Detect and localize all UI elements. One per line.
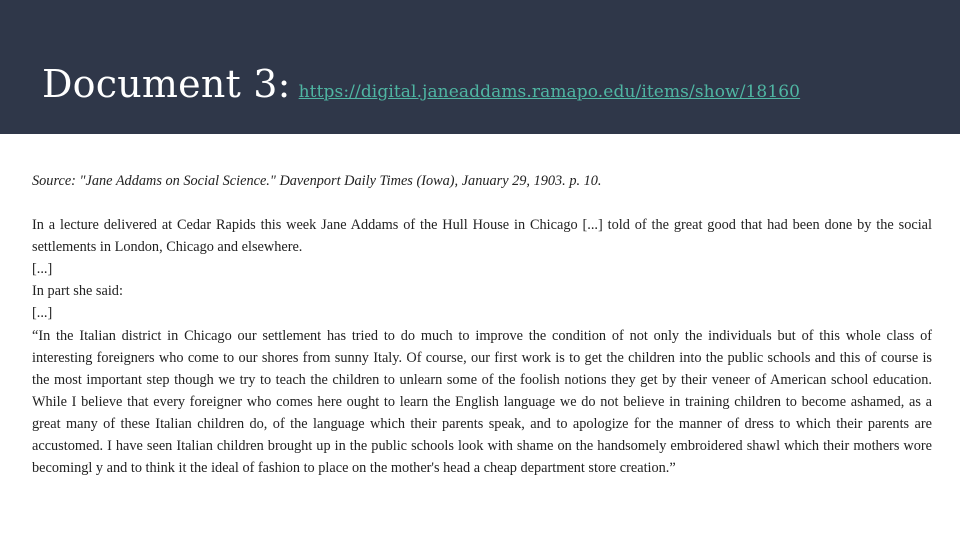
- title-text: Document 3:: [42, 62, 291, 106]
- ellipsis-line: [...]: [32, 261, 53, 278]
- ellipsis-line: [...]: [32, 305, 53, 322]
- header-bar: [0, 0, 960, 134]
- intro-line: In part she said:: [32, 283, 123, 300]
- source-link[interactable]: https://digital.janeaddams.ramapo.edu/items/show/18160: [298, 82, 801, 102]
- document-body: [32, 170, 932, 479]
- paragraph-spacer: [32, 192, 932, 214]
- quote-paragraph: “In the Italian district in Chicago our settlement has tried to do much to improve the condition of not only the individuals but of this whole class of interesting foreigners who come to our shores from sunny Italy. Of course, our first work is to get the children into the public schools and this of course is the most important step though we try to teach the children to unlearn some of the foolish notions they get by their veneer of American school education. While I believe that every foreigner who comes here ought to learn the English language we do not believe in training children to become ashamed, as a great many of these Italian children do, of the language which their parents speak, and to apologize for the manner of dress to which their parents are accustomed. I have seen Italian children brought up in the public schools look with shame on the handsomely embroidered shawl which their mothers wore becomingl y and to think it the ideal of fashion to place on the mother's head a cheap department store creation.”: [32, 327, 932, 477]
- lecture-paragraph: In a lecture delivered at Cedar Rapids this week Jane Addams of the Hull House in Chicago [...] told of the great good that had been done by the social settlements in London, Chicago and elsewhere.: [32, 217, 932, 256]
- page-title: [42, 58, 800, 119]
- source-citation: Source: "Jane Addams on Social Science." Davenport Daily Times (Iowa), January 29, 1903. p. 10.: [32, 173, 602, 189]
